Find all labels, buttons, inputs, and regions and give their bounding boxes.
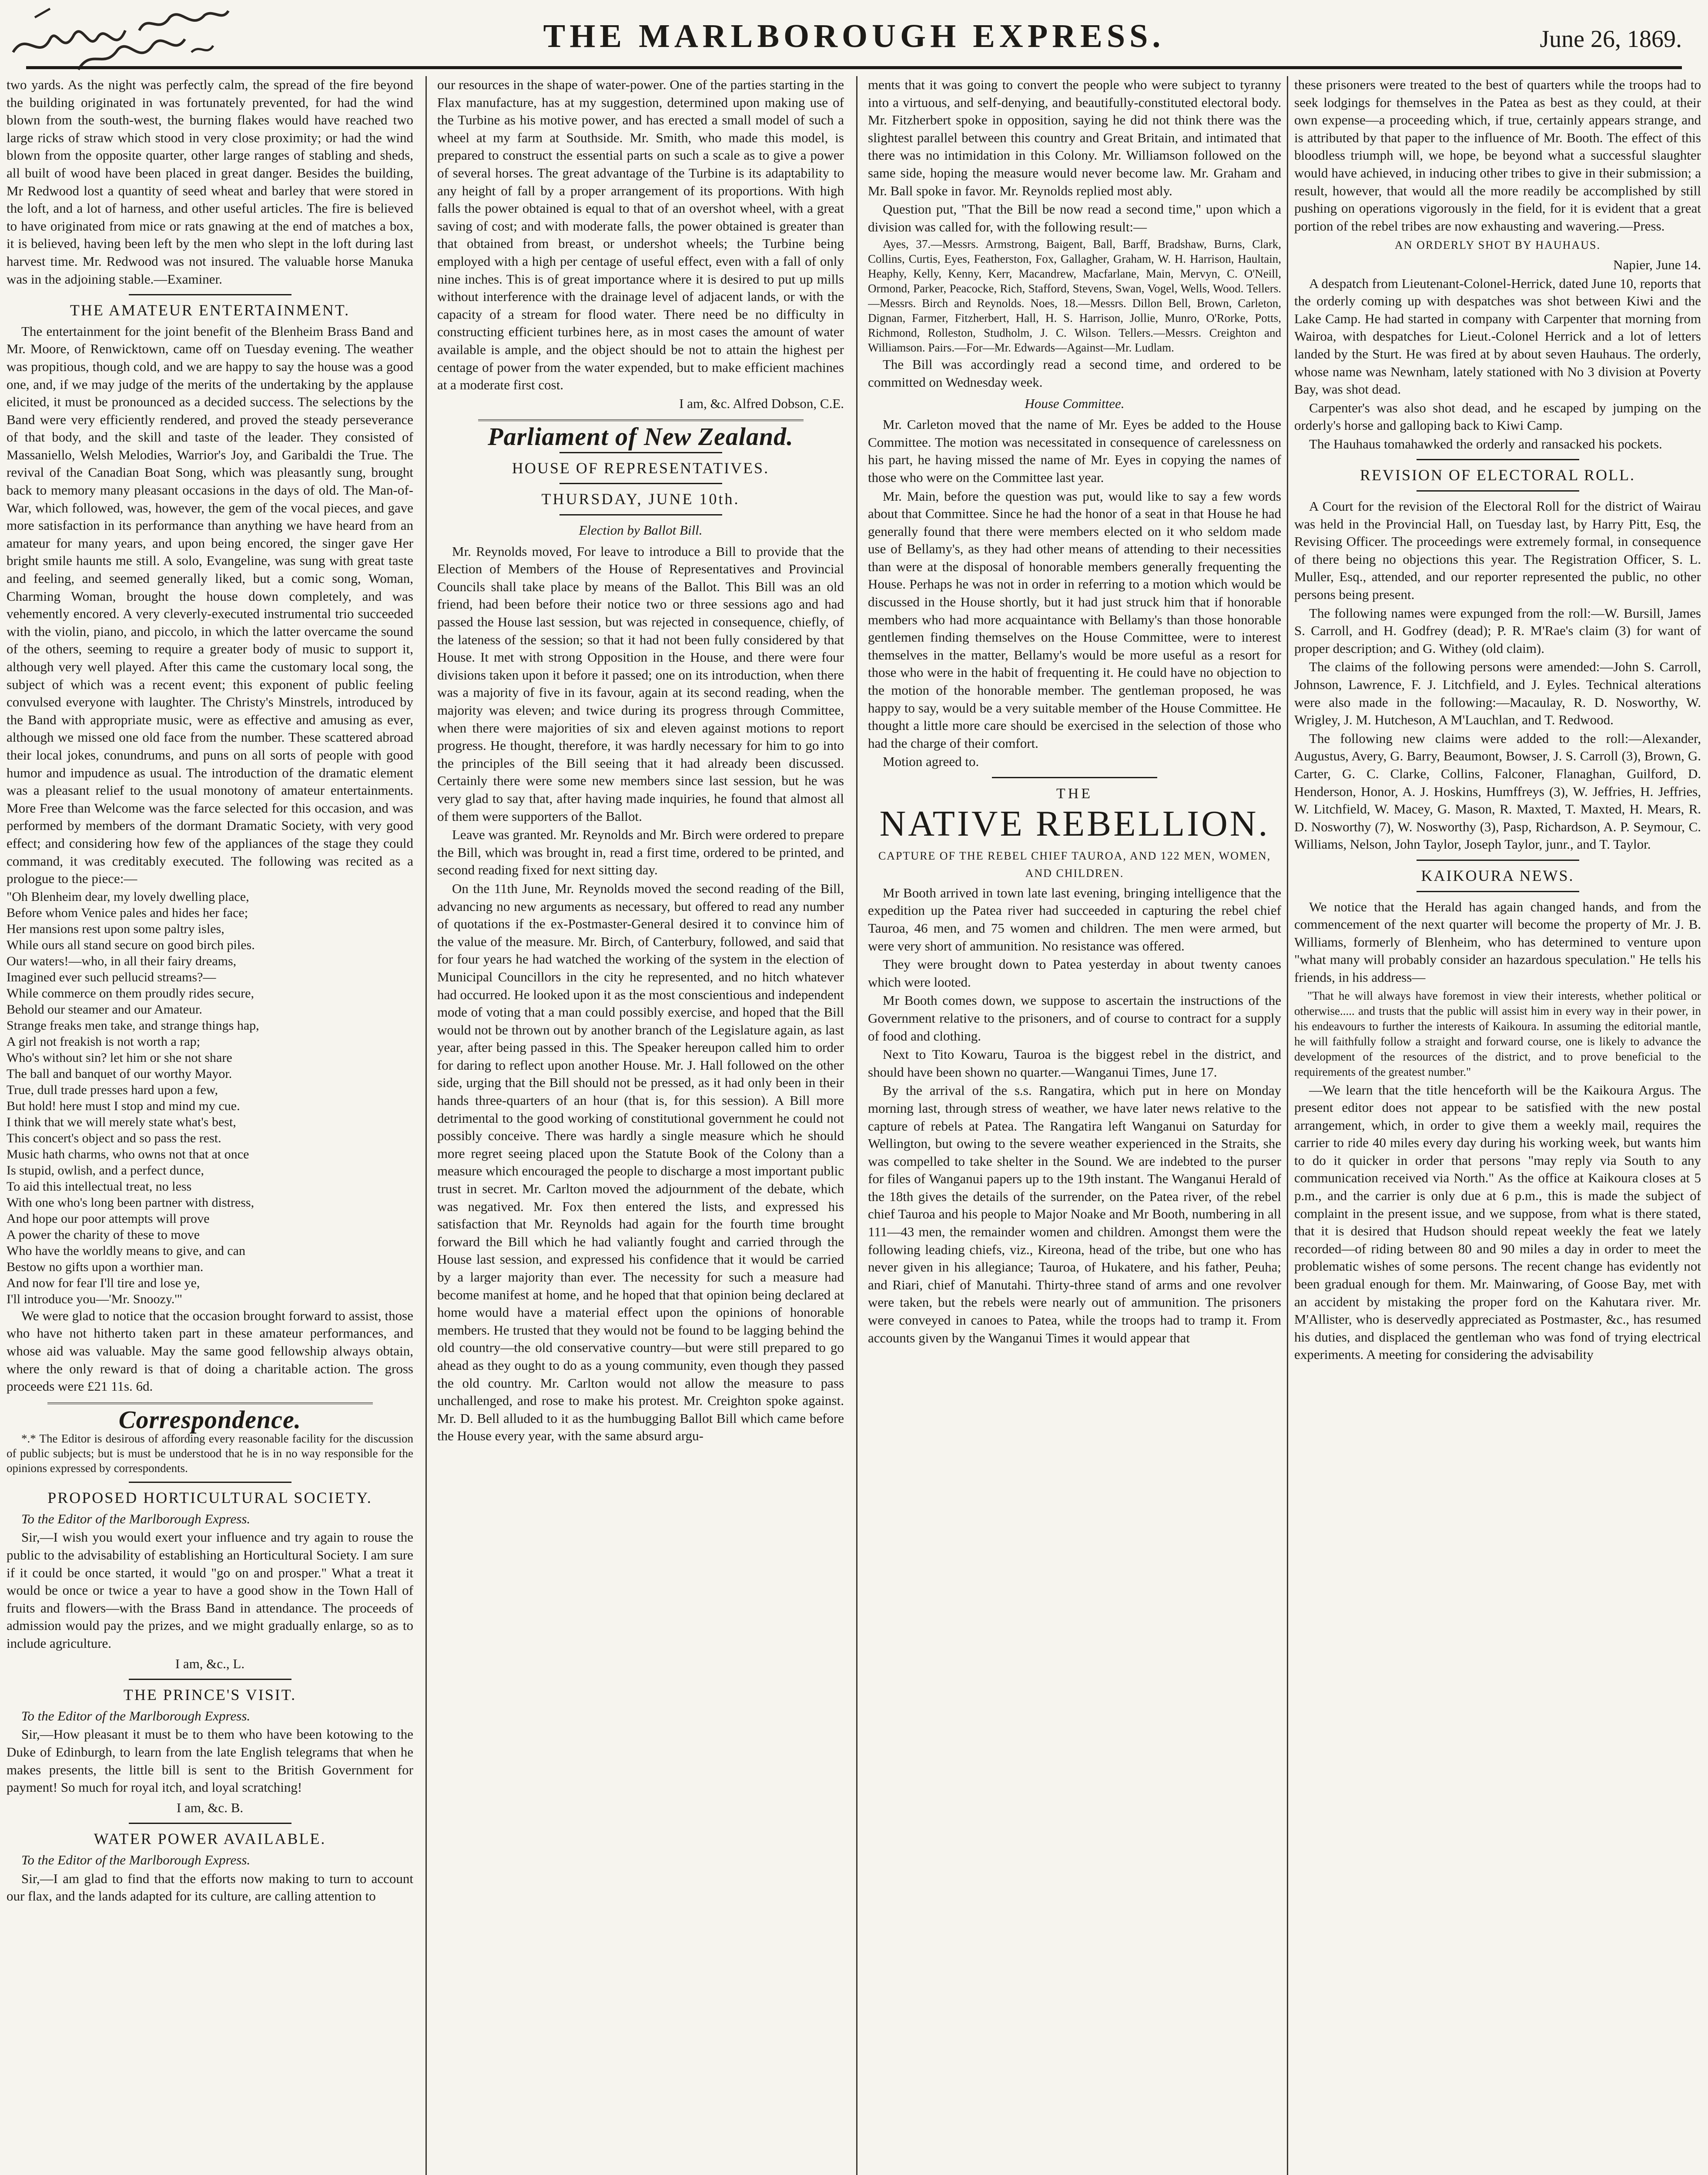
column-rule [856,76,857,2175]
column-rule [1287,76,1288,2175]
electoral-roll-p1: A Court for the revision of the Electoral Roll for the district of Wairau was held in the Provincial Hall, on Tuesday last, by Harry Pitt, Esq, the Revising Officer. The proceedings were extremely formal, in consequence of there being no objections this year. The Registration Officer, S. L. Muller, Esq., attended, and our reporter represented the public, no other persons being present. [1294,499,1701,602]
electoral-roll-p2: The following names were expunged from the roll:—W. Bursill, James S. Carroll, and H. Godfrey (dead); P. R. M'Rae's claim (3) for want of proper description; and G. Withey (old claim). [1294,605,1701,656]
section-rule [1417,459,1579,460]
verse-line: The ball and banquet of our worthy Mayor. [7,1066,232,1081]
verse-line: Imagined ever such pellucid streams?— [7,970,216,984]
native-rebellion-p5: By the arrival of the s.s. Rangatira, which put in here on Monday morning last, through stress of weather, we have later news relative to the capture of rebels at Patea. The Rangatira left Wanganui on Saturday for Wellington, but owing to the severe weather experienced in the Straits, she was compelled to take shelter in the Sound. We are indebted to the purser for files of Wanganui papers up to the 19th instant. The Wanganui Herald of the 18th gives the details of the surrender, on the Patea river, of the rebel chief Tauroa and his people to Major Noake and Mr Booth, numbering in all 111—43 men, the remainder women and children. Amongst them were the following leading chiefs, viz., Kireona, head of the tribe, but one who has never given in his allegiance; Tauroa, of Hukatere, and his father, Peuha; and Riari, chief of Manutahi. Thirty-three stand of arms and one revolver were taken, but the rebels were nearly out of ammunition. The prisoners were conveyed in canoes to Patea, while the troops had to tramp it. From accounts given by the Wanganui Times it would appear that [868,1083,1281,1345]
electoral-roll-p3: The claims of the following persons were amended:—John S. Carroll, Johnson, Lawrence, F. J. Litchfield, and J. Eyles. Technical alterations were also made in the following:—Macaulay, R. D. Nosworthy, W. Wrigley, J. M. Hutcheson, A M'Lauchlan, and T. Redwood. [1294,659,1701,728]
letter-signature: I am, &c. B. [176,1800,244,1815]
question-put: Question put, "That the Bill be now read a second time," upon which a division was called for, with the following result:— [868,201,1281,234]
ballot-bill-cont: ments that it was going to convert the people who were subject to tyranny into a virtuous, and self-denying, and beautifully-constituted electoral body. Mr. Fitzherbert spoke in opposition, saying he did not think there was the slightest parallel between this country and Great Britain, and intimated that there was no intimidation in this Colony. Mr. Williamson followed on the same side, hoping the measure would never become law. Mr. Graham and Mr. Ball spoke in favor. Mr. Reynolds replied most ably. [868,77,1281,198]
fire-report-tail: two yards. As the night was perfectly calm, the spread of the fire beyond the building originated in was fortunately prevented, for had the wind blown from the south-west, the burning flakes would have reached two large ricks of straw which stood in very close proximity; or had the wind blown from the opposite quarter, other large ranges of stabling and sheds, all built of wood have been placed in great danger. Besides the building, Mr Redwood lost a quantity of seed wheat and barley that were stored in the loft, and a lot of harness, and other useful articles. The fire is believed to have originated from mice or rats gnawing at the end of matches a box, it is believed, having been left by the men who slept in the loft during last harvest time. Mr. Redwood was not insured. The valuable horse Manuka was in the adjoining stable.—Examiner. [7,77,413,287]
section-rule [1417,891,1579,892]
verse-line: True, dull trade presses hard upon a few, [7,1082,218,1097]
native-rebellion-p3: Mr Booth comes down, we suppose to ascertain the instructions of the Government relative to the prisoners, and of course to contract for a supply of food and clothing. [868,993,1281,1044]
amateur-entertainment-body: The entertainment for the joint benefit of the Blenheim Brass Band and Mr. Moore, of Renwicktown, came off on Tuesday evening. The weather was propitious, though cold, and we are happy to say the house was a good one, and, if we may judge of the merits of the undertaking by the applause elicited, it must be pronounced as a decided success. The selections by the Band were very efficiently rendered, and proved the steady perseverance of that body, and the skill and taste of the leader. They consisted of Massaniello, Welsh Melodies, Warrior's Joy, and Garibaldi the True. The revival of the Canadian Boat Song, which was pleasantly sung, brought back to memory many pleasant occasions in the days of old. The Man-of-War, which followed, was, however, the gem of the vocal pieces, and gave more satisfaction in its performance than anything we have heard from an amateur for many years, and upon being encored, the singer gave Her bright smile haunts me still. A solo, Evangeline, was sung with great taste and feeling, and seemed generally liked, but a comic song, Woman, Charming Woman, brought the house down completely, and was vehemently encored. A very cleverly-executed instrumental trio succeeded with the violin, piano, and piccolo, in which the latter overcame the sound of the others, seeming to require a greater body of music to support it, although very well played. After this came the customary local song, the subject of which was a recent event; this exponent of public feeling convulsed everyone with laughter. The Christy's Minstrels, introduced by the Band with appropriate music, were as effective and amusing as ever, although we missed one old face from the number. These scattered abroad their local jokes, conundrums, and puns on all sorts of people with good humor and impudence as usual. The introduction of the dramatic element was a pleasant relief to the usual monotony of amateur entertainments. More Free than Welcome was the farce selected for this occasion, and was performed by members of the dormant Dramatic Society, with very good effect; and considering how few of the appliances of the stage they could command, it was creditably executed. The following was recited as a prologue to the piece:— [7,323,413,887]
electoral-roll-heading: REVISION OF ELECTORAL ROLL. [1360,466,1635,484]
column-4 [1294,76,1701,2175]
kaikoura-news-quote: "That he will always have foremost in view their interests, whether political or otherwise..... and trusts that the public will assist him in every way in their power, in his endeavours to further the interests of Kaikoura. In assuming the editorial mantle, he will faithfully follow a straight and forward course, one is likely to advance the development of the resources of the district, and to prove beneficial to the requirements of the greatest number." [1294,989,1701,1078]
kaikoura-news-heading: KAIKOURA NEWS. [1421,867,1574,884]
verse-line: Bestow no gifts upon a worthier man. [7,1259,204,1274]
verse-line: With one who's long been partner with distress, [7,1195,255,1210]
section-rule [47,1402,373,1404]
verse-line: Her mansions rest upon some paltry isles, [7,921,224,936]
verse-line: And hope our poor attempts will prove [7,1211,210,1226]
verse-line: Who's without sin? let him or she not share [7,1050,232,1065]
verse-line: Is stupid, owlish, and a perfect dunce, [7,1163,204,1178]
native-rebellion-cont: these prisoners were treated to the best of quarters while the troops had to seek lodgings for themselves in the Patea as best as they could, at their own expense—a proceeding which, if true, certainly appears strange, and is attributed by that paper to the influence of Mr. Booth. The effect of this bloodless triumph will, we hope, be beyond what a successful slaughter would have achieved, in inducing other tribes to give in their submission; a result, however, that would all the more readily be accomplished by still pushing on operations vigorously in the field, for it is evident that a great portion of the rebel tribes are now exhausting and wavering.—Press. [1294,77,1701,234]
parliament-heading: Parliament of New Zealand. [488,422,794,451]
column-2 [437,76,844,2175]
section-rule [1417,490,1579,492]
bill-read: The Bill was accordingly read a second time, and ordered to be committed on Wednesday week. [868,357,1281,390]
native-rebellion-p4: Next to Tito Kowaru, Tauroa is the biggest rebel in the district, and should have been shown no quarter.—Wanganui Times, June 17. [868,1047,1281,1080]
column-1 [7,76,413,2175]
masthead-rule [26,66,1682,69]
division-list: Ayes, 37.—Messrs. Armstrong, Baigent, Ball, Barff, Bradshaw, Burns, Clark, Collins, Curtis, Eyes, Featherston, Fox, Gallagher, Graham, W. H. Harrison, Haultain, Heaphy, Kelly, Kenny, Kerr, Macandrew, Macfarlane, Main, Mervyn, C. O'Neill, Ormond, Parker, Peacocke, Rich, Stafford, Stevens, Swan, Vogel, Wells, Wood. Tellers.—Messrs. Birch and Reynolds. Noes, 18.—Messrs. Dillon Bell, Brown, Carleton, Dignan, Farmer, Fitzherbert, Hall, H. S. Harrison, Jollie, Munro, O'Rorke, Potts, Richmond, Rolleston, Studholm, J. C. Wilson. Tellers.—Messrs. Creighton and Williamson. Pairs.—For—Mr. Edwards—Against—Mr. Ludlam. [868,238,1281,355]
issue-date: June 26, 1869. [1540,26,1682,53]
section-rule [129,1482,291,1483]
verse-line: "Oh Blenheim dear, my lovely dwelling place, [7,889,249,904]
horticultural-letter: Sir,—I wish you would exert your influence and try again to rouse the public to the advisability of establishing an Horticultural Society. I am sure if it could be once started, it would "go on and prosper." What a treat it would be once or twice a year to have a good show in the Town Hall of fruits and flowers—with the Brass Band in attendance. The proceeds of admission would pay the prizes, and we might gradually enlarge, so as to include agriculture. [7,1529,413,1651]
prologue-verse [7,889,413,1307]
orderly-shot-p2: Carpenter's was also shot dead, and he escaped by jumping on the orderly's horse and galloping back to Kiwi Camp. [1294,400,1701,433]
letter-signature: I am, &c., L. [175,1656,245,1671]
native-rebellion-subheading: CAPTURE OF THE REBEL CHIEF TAUROA, AND 122 MEN, WOMEN, AND CHILDREN. [878,849,1271,880]
verse-line: Our waters!—who, in all their fairy dreams, [7,954,237,968]
water-power-letter-cont: our resources in the shape of water-power. One of the parties starting in the Flax manufacture, has at my suggestion, determined upon making use of the Turbine as his motive power, and has erected a small model of such a wheel at my farm at Southside. Mr. Smith, who made this model, is prepared to construct the essential parts on such a scale as to give a power of several horses. The great advantage of the Turbine is its adaptability to any height of fall by a proper arrangement of its proportions. With high falls the power obtained is equal to that of an overshot wheel, with a great saving of cost; and with moderate falls, the power obtained is greater than that obtained from breast, or undershot wheels; the Turbine being employed with a high per centage of useful effect, even with a fall of only nine inches. This is of great importance where it is desired to put up mills without interference with the drainage level of adjacent lands, or with the capacity of a stream for flood water. There need be no difficulty in constructing efficient turbines here, as in most cases the amount of water available is ample, and the object should be not to attain the highest per centage of power from the water expended, but to make efficient machines at a moderate first cost. [437,77,844,393]
electoral-roll-p4: The following new claims were added to the roll:—Alexander, Augustus, Avery, G. Barry, Beaumont, Bowser, J. S. Carroll (3), Brown, G. Carter, G. C. Clarke, Collins, Falconer, Flanaghan, Guilford, D. Henderson, Honor, A. J. Hoskins, Humffreys (3), W. Jeffries, H. Jeffries, W. Litchfield, W. Macey, G. Mason, R. Maxted, T. Maxted, H. Mears, R. D. Nosworthy (7), W. Nosworthy (3), Pasp, Richardson, A. P. Seymour, C. Williams, Nelson, John Taylor, Joseph Taylor, junr., and T. Taylor. [1294,730,1701,852]
verse-line: And now for fear I'll tire and lose ye, [7,1275,200,1290]
verse-line: I think that we will merely state what's best, [7,1114,236,1129]
house-heading: HOUSE OF REPRESENTATIVES. [512,459,770,477]
section-rule [559,514,722,515]
orderly-dateline: Napier, June 14. [1613,257,1701,272]
kaikoura-news-p1: We notice that the Herald has again changed hands, and from the commencement of the next quarter will become the property of Mr. J. B. Williams, formerly of Blenheim, who has determined to venture upon "what many will probably consider an hazardous speculation." He tells his friends, in his address— [1294,899,1701,985]
correspondence-heading: Correspondence. [118,1405,301,1434]
verse-line: While ours all stand secure on good birch piles. [7,937,255,952]
water-power-letter: Sir,—I am glad to find that the efforts now making to turn to account our flax, and the lands adapted for its culture, are calling attention to [7,1870,413,1904]
section-rule [559,452,722,453]
ballot-bill-heading: Election by Ballot Bill. [579,522,703,538]
section-rule [129,294,291,295]
ballot-bill-p2: Leave was granted. Mr. Reynolds and Mr. Birch were ordered to prepare the Bill, which was brought in, read a first time, ordered to be printed, and second reading fixed for next sitting day. [437,827,844,878]
orderly-shot-heading: AN ORDERLY SHOT BY HAUHAUS. [1395,239,1601,252]
section-rule [478,419,804,421]
verse-line: A girl not freakish is not worth a rap; [7,1034,200,1049]
verse-line: A power the charity of these to move [7,1227,200,1242]
amateur-entertainment-close: We were glad to notice that the occasion brought forward to assist, those who have not hitherto taken part in these amateur performances, and whose aid was valuable. May the same good fellowship always obtain, where the only reward is that of doing a charitable action. The gross proceeds were £21 11s. 6d. [7,1308,413,1394]
verse-line: Who have the worldly means to give, and can [7,1243,245,1258]
kaikoura-news-p2: —We learn that the title henceforth will be the Kaikoura Argus. The present editor does not appear to be satisfied with the new postal arrangement, which, in order to give them a weekly mail, requires the carrier to ride 40 miles every day during his working week, but wants him to do it quicker in order that persons "may reply via South to any communication received via North." As the office at Kaikoura closes at 5 p.m., and the carrier is only due at 6 p.m., this is made the subject of complaint in the present issue, and we suppose, from what is there stated, that it is desired that Hudson should repeat weekly the feat we lately recorded—of riding between 80 and 90 miles a day in order to meet the problematic wishes of some persons. The recent change has evidently not been gradual enough for them. Mr. Mainwaring, of Goose Bay, met with an accident by mistaking the proper ford on the Kahutara river. Mr. M'Allister, who is deservedly appreciated as Postmaster, &c., has resumed his duties, and displaced the gentleman who was fond of trying electrical experiments. A meeting for considering the advisability [1294,1082,1701,1362]
section-rule [559,483,722,484]
house-committee-p2: Mr. Main, before the question was put, would like to say a few words about that Committee. Since he had the honor of a seat in that House he had generally found that there were members elected on it who seldom made use of Bellamy's, as they had other means of attending to their necessities than were at the disposal of honorable members generally frequenting the House. Perhaps he was not in order in referring to a motion which would be discussed in the House shortly, but it had just struck him that if honorable members who had more acquaintance with Bellamy's than those honorable gentlemen finding themselves on the House Committee, were to interest themselves in the matter, Bellamy's would be more useful as a resort for those who were in the habit of frequenting it. He could have no objection to the motion of the honorable member. The gentleman proposed, he was happy to say, would be a very suitable member of the House Committee. He thought a little more care should be exercised in the selection of those who had the charge of their comfort. [868,488,1281,751]
column-rule [425,76,427,2175]
orderly-shot-p1: A despatch from Lieutenant-Colonel-Herrick, dated June 10, reports that the orderly coming up with despatches was shot between Kiwi and the Lake Camp. He had started in company with Carpenter that morning from Wairoa, with despatches for Lieut.-Colonel Herrick and a lot of letters landed by the Sturt. He was fired at by about seven Hauhaus. The orderly, whose name was Newnham, lately stationed with No 3 division at Poverty Bay, was shot dead. [1294,275,1701,397]
section-rule [1417,860,1579,861]
verse-line: Before whom Venice pales and hides her face; [7,905,248,920]
newspaper-title: THE MARLBOROUGH EXPRESS. [543,17,1165,54]
verse-line: I'll introduce you—'Mr. Snoozy.'" [7,1292,182,1306]
ballot-bill-p3: On the 11th June, Mr. Reynolds moved the second reading of the Bill, advancing no new arguments as necessary, but offered to read any number of quotations if the ex-Postmaster-General desired it to convince him of the value of the measure. Mr. Birch, of Canterbury, followed, and said that for four years he had watched the working of the system in the election of Municipal Councillors in the city he represented, and no hitch whatever had occurred. He looked upon it as the most conscientious and independent mode of voting that a man could possibly exercise, and hoped that the Bill would not be thrown out by another branch of the Legislature again, as last year, after being passed in this. The Speaker hereupon called him to order for daring to reflect upon another House. Mr. J. Hall followed on the other side, urging that the Bill should not be pressed, as it had only been in their hands three-quarters of an hour (that is, for this session). A Bill more detrimental to the good working of constitutional government he could not possibly conceive. There was hardly a single measure which he should more regret seeing placed upon the Statute Book of the Colony than a measure which encouraged the people to discharge a most important public trust in secret. Mr. Carlton moved the adjournment of the debate, which was negatived. Mr. Fox then entered the lists, and expressed his satisfaction that Mr. Reynolds had again for the fourth time brought forward the Bill which he had valiantly fought and carried through the House last session, and expressed his confidence that it would be carried by a larger majority than ever. The necessity for such a measure had become manifest at home, and he hoped that that opinion being declared at home would have a material effect upon the opinions of honorable members. He trusted that they would not be found to be lagging behind the old country—the old conservative country—but were still prepared to go ahead as they ought to do as a young community, even though they passed the old country. Mr. Carlton would not allow the measure to pass unchallenged, and rose to make his protest. Mr. Creighton spoke against. Mr. D. Bell alluded to it as the humbugging Ballot Bill which came before the House every year, with the same absurd argu- [437,880,844,1444]
sitting-date: THURSDAY, JUNE 10th. [541,490,740,508]
verse-line: Music hath charms, who owns not that at once [7,1147,249,1161]
verse-line: While commerce on them proudly rides secure, [7,986,254,1000]
orderly-shot-p3: The Hauhaus tomahawked the orderly and ransacked his pockets. [1309,436,1662,452]
verse-line: To aid this intellectual treat, no less [7,1179,192,1194]
column-3 [868,76,1281,2175]
section-rule [992,777,1157,778]
letter-salutation: To the Editor of the Marlborough Express. [21,1852,251,1867]
letter-salutation: To the Editor of the Marlborough Express. [21,1708,251,1723]
section-rule [129,1679,291,1680]
native-rebellion-p1: Mr Booth arrived in town late last evening, bringing intelligence that the expedition up the Patea river had succeeded in capturing the rebel chief Tauroa, 46 men, and 75 women and children. The men were armed, but were very short of ammunition. No resistance was offered. [868,885,1281,954]
verse-line: Behold our steamer and our Amateur. [7,1002,202,1017]
water-power-heading: WATER POWER AVAILABLE. [94,1830,326,1848]
amateur-entertainment-heading: THE AMATEUR ENTERTAINMENT. [70,301,350,319]
native-rebellion-p2: They were brought down to Patea yesterday in about twenty canoes which were looted. [868,957,1281,990]
princes-visit-letter: Sir,—How pleasant it must be to them who have been kotowing to the Duke of Edinburgh, to learn from the late English telegrams that when he makes presents, the little bill is sent to the British Government for payment! So much for royal itch, and loyal scratching! [7,1727,413,1795]
letter-salutation: To the Editor of the Marlborough Express. [21,1511,251,1526]
horticultural-heading: PROPOSED HORTICULTURAL SOCIETY. [47,1489,372,1507]
motion-agreed: Motion agreed to. [883,754,979,770]
native-rebellion-heading: NATIVE REBELLION. [879,803,1270,844]
verse-line: But hold! here must I stop and mind my cue. [7,1098,240,1113]
masthead [26,8,1682,64]
section-rule [129,1823,291,1824]
native-rebellion-kicker: THE [1056,786,1093,802]
verse-line: Strange freaks men take, and strange things hap, [7,1018,259,1033]
letter-signature: I am, &c. Alfred Dobson, C.E. [679,395,844,411]
house-committee-heading: House Committee. [1025,395,1125,411]
editor-disclaimer: *.* The Editor is desirous of affording every reasonable facility for the discussion of public subjects; but is must be understood that he is in no way responsible for the opinions expressed by correspondents. [7,1432,413,1475]
ballot-bill-p1: Mr. Reynolds moved, For leave to introduce a Bill to provide that the Election of Members of the House of Representatives and Provincial Councils shall take place by means of the Ballot. This Bill was an old friend, had been before their notice two or three sessions ago and had passed the House last session, but was rejected in consequence, chiefly, of the lateness of the session; so that it had not been fully considered by that House. It met with strong Opposition in the House, and there were four divisions taken upon it before it passed; one on its introduction, when there was a majority of five in its favour, again at its second reading, when the majority was eleven; and twice during its progress through Committee, when there were majorities of six and eleven against motions to report progress. He thought, therefore, it was hardly necessary for him to go into the principles of the Bill seeing that it had already been discussed. Certainly there were some new members since last session, but he was very glad to say that, after having made inquiries, he found that almost all of them were supporters of the Ballot. [437,543,844,824]
princes-visit-heading: THE PRINCE'S VISIT. [123,1686,297,1704]
verse-line: This concert's object and so pass the rest. [7,1131,221,1145]
house-committee-p1: Mr. Carleton moved that the name of Mr. Eyes be added to the House Committee. The motion was necessitated in consequence of carelessness on his part, he having missed the name of Mr. Eyes in copying the names of those who were on the Committee last year. [868,417,1281,485]
